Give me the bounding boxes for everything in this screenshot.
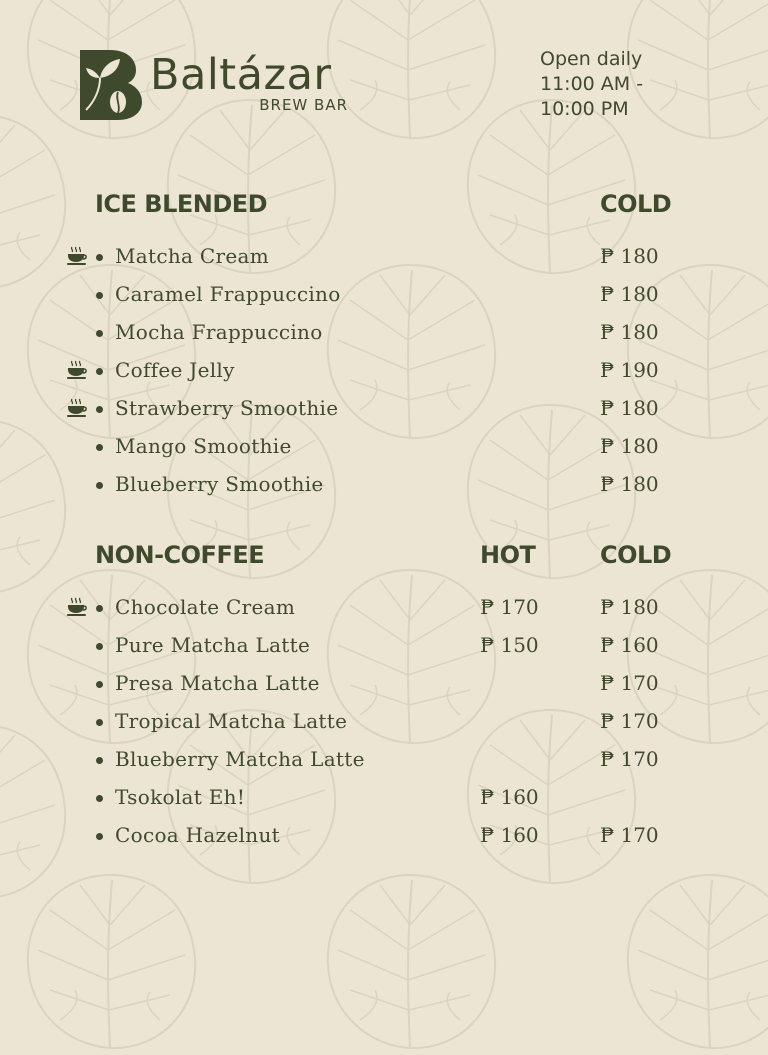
bullet-icon bbox=[96, 292, 103, 299]
price-cold: ₱ 180 bbox=[600, 320, 659, 344]
price-cold: ₱ 180 bbox=[600, 396, 659, 420]
column-header-hot: HOT bbox=[480, 541, 536, 569]
brand-subtitle: BREW BAR bbox=[259, 96, 348, 114]
item-name: Mango Smoothie bbox=[115, 434, 292, 458]
column-header-cold: COLD bbox=[600, 190, 672, 218]
price-cold: ₱ 190 bbox=[600, 358, 659, 382]
item-name: Coffee Jelly bbox=[115, 358, 235, 382]
item-name: Chocolate Cream bbox=[115, 595, 296, 619]
price-cold: ₱ 180 bbox=[600, 434, 659, 458]
brand-logo bbox=[80, 50, 350, 120]
item-name: Strawberry Smoothie bbox=[115, 396, 339, 420]
column-header-cold: COLD bbox=[600, 541, 672, 569]
bullet-icon bbox=[96, 795, 103, 802]
bullet-icon bbox=[96, 605, 103, 612]
price-cold: ₱ 180 bbox=[600, 282, 659, 306]
menu-item bbox=[0, 429, 768, 467]
bullet-icon bbox=[96, 482, 103, 489]
coffee-cup-icon bbox=[66, 398, 88, 418]
menu-item bbox=[0, 742, 768, 780]
price-cold: ₱ 180 bbox=[600, 595, 659, 619]
hours-line: Open daily bbox=[540, 48, 643, 70]
bullet-icon bbox=[96, 643, 103, 650]
bullet-icon bbox=[96, 833, 103, 840]
item-name: Tropical Matcha Latte bbox=[115, 709, 348, 733]
price-hot: ₱ 160 bbox=[480, 823, 539, 847]
menu-item bbox=[0, 704, 768, 742]
item-name: Matcha Cream bbox=[115, 244, 269, 268]
price-cold: ₱ 170 bbox=[600, 709, 659, 733]
brand-name: Baltázar bbox=[150, 50, 332, 100]
bullet-icon bbox=[96, 368, 103, 375]
item-name: Pure Matcha Latte bbox=[115, 633, 311, 657]
bullet-icon bbox=[96, 681, 103, 688]
hours-line: 11:00 AM - bbox=[540, 73, 644, 95]
menu-item bbox=[0, 780, 768, 818]
section-title: ICE BLENDED bbox=[95, 190, 268, 218]
price-hot: ₱ 150 bbox=[480, 633, 539, 657]
menu-item bbox=[0, 628, 768, 666]
menu-item bbox=[0, 818, 768, 856]
coffee-cup-icon bbox=[66, 360, 88, 380]
monstera-leaf-icon bbox=[320, 870, 500, 1055]
menu-item bbox=[0, 467, 768, 505]
price-hot: ₱ 170 bbox=[480, 595, 539, 619]
monstera-leaf-icon bbox=[20, 870, 200, 1055]
menu-item bbox=[0, 391, 768, 429]
opening-hours bbox=[540, 47, 643, 122]
price-cold: ₱ 170 bbox=[600, 823, 659, 847]
bullet-icon bbox=[96, 757, 103, 764]
bullet-icon bbox=[96, 330, 103, 337]
bullet-icon bbox=[96, 719, 103, 726]
item-name: Blueberry Smoothie bbox=[115, 472, 324, 496]
item-name: Blueberry Matcha Latte bbox=[115, 747, 365, 771]
menu-item bbox=[0, 239, 768, 277]
menu-item bbox=[0, 666, 768, 704]
hours-line: 10:00 PM bbox=[540, 98, 629, 120]
bullet-icon bbox=[96, 444, 103, 451]
bullet-icon bbox=[96, 406, 103, 413]
coffee-cup-icon bbox=[66, 597, 88, 617]
item-name: Presa Matcha Latte bbox=[115, 671, 320, 695]
coffee-cup-icon bbox=[66, 246, 88, 266]
price-hot: ₱ 160 bbox=[480, 785, 539, 809]
item-name: Mocha Frappuccino bbox=[115, 320, 323, 344]
menu-item bbox=[0, 590, 768, 628]
section-title: NON-COFFEE bbox=[95, 541, 265, 569]
menu-item bbox=[0, 315, 768, 353]
price-cold: ₱ 180 bbox=[600, 472, 659, 496]
logo-mark-icon bbox=[80, 50, 142, 120]
price-cold: ₱ 160 bbox=[600, 633, 659, 657]
price-cold: ₱ 180 bbox=[600, 244, 659, 268]
item-name: Cocoa Hazelnut bbox=[115, 823, 281, 847]
menu-item bbox=[0, 277, 768, 315]
price-cold: ₱ 170 bbox=[600, 747, 659, 771]
item-name: Tsokolat Eh! bbox=[115, 785, 246, 809]
bullet-icon bbox=[96, 254, 103, 261]
price-cold: ₱ 170 bbox=[600, 671, 659, 695]
item-name: Caramel Frappuccino bbox=[115, 282, 341, 306]
menu-item bbox=[0, 353, 768, 391]
monstera-leaf-icon bbox=[620, 870, 768, 1055]
